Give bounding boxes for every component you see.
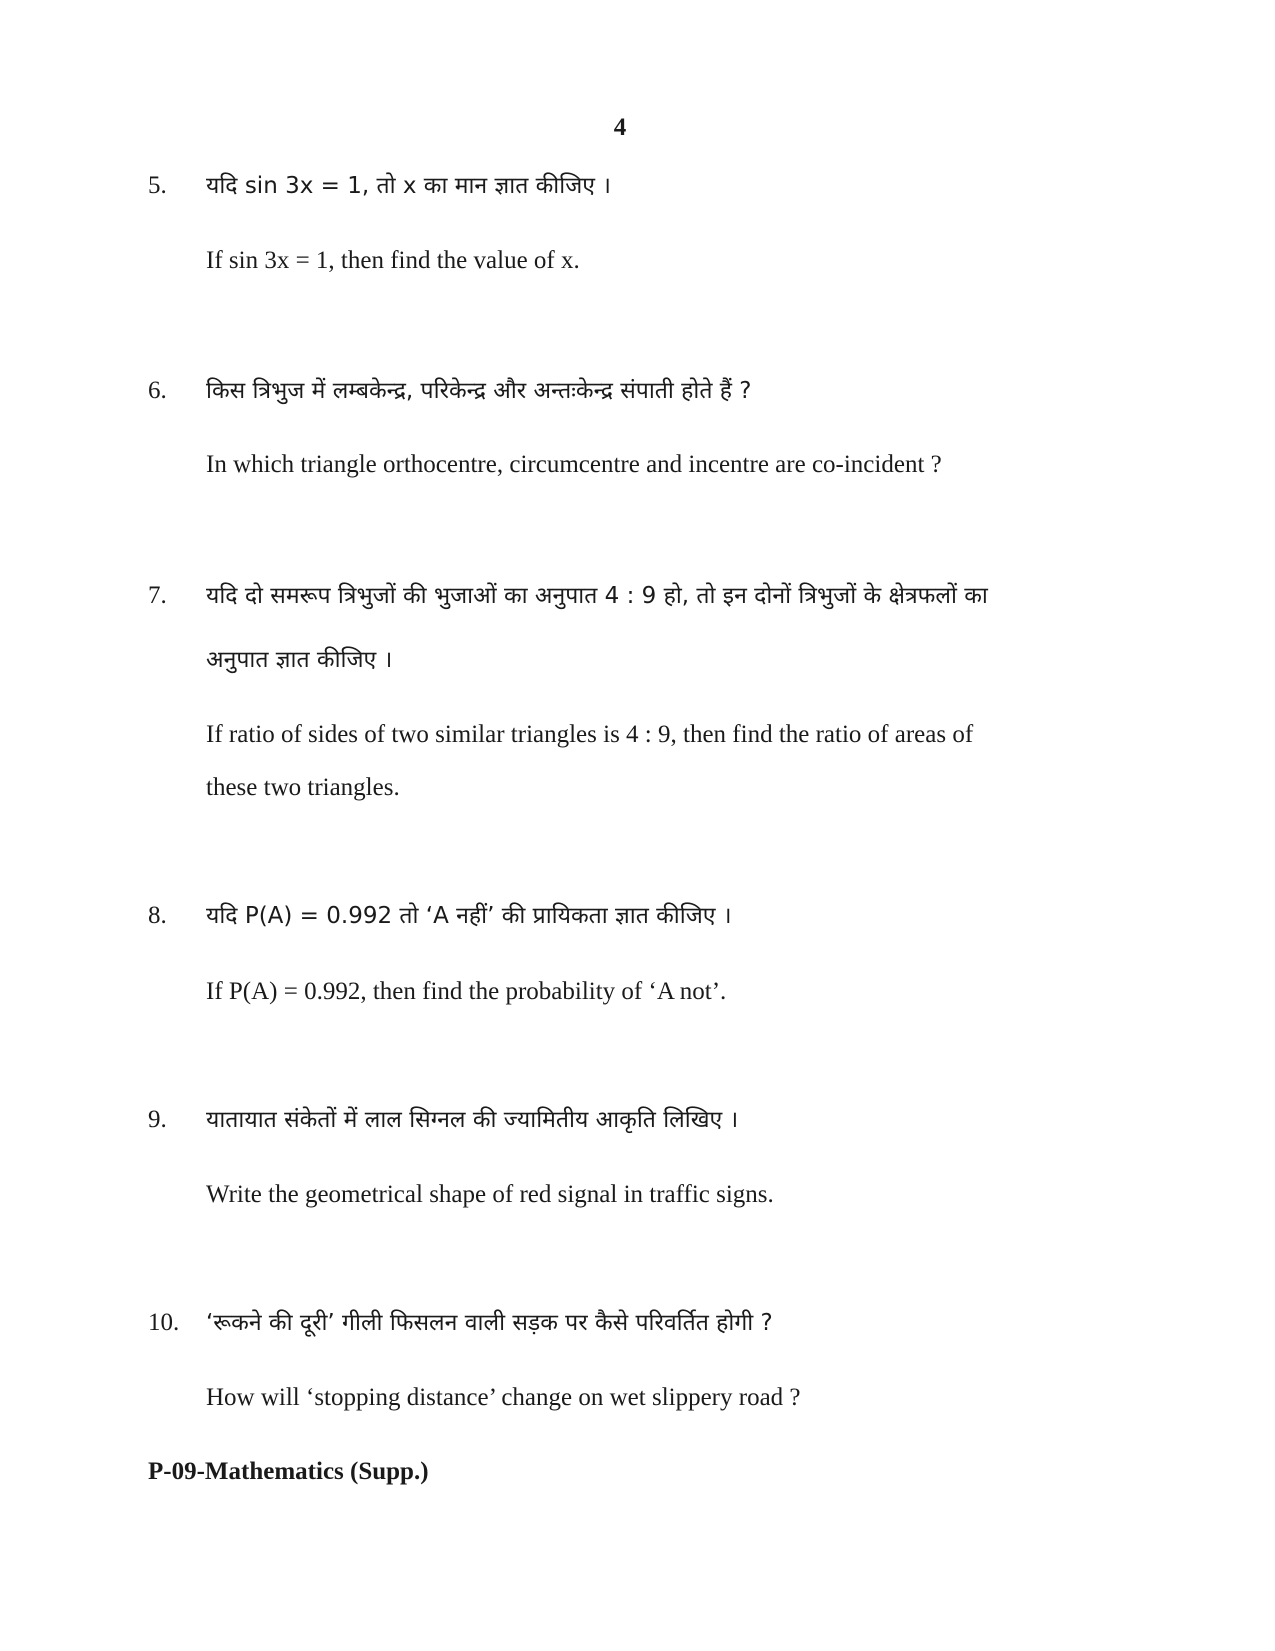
- question-hindi-line: ‘रूकने की दूरी’ गीली फिसलन वाली सड़क पर कैसे परिवर्तित होगी ?: [206, 1310, 773, 1336]
- question-english-line: Write the geometrical shape of red signal in traffic signs.: [206, 1181, 774, 1208]
- question-hindi-line: यातायात संकेतों में लाल सिग्नल की ज्यामितीय आकृति लिखिए ।: [206, 1107, 739, 1133]
- question-english-line: How will ‘stopping distance’ change on wet slippery road ?: [206, 1384, 801, 1411]
- page-number: 4: [613, 114, 627, 141]
- question-hindi-line: यदि sin 3x = 1, तो x का मान ज्ञात कीजिए ।: [206, 173, 612, 199]
- question-number: 7.: [148, 582, 167, 609]
- question-number: 10.: [148, 1309, 180, 1336]
- question-number: 8.: [148, 902, 167, 929]
- question-hindi-line: यदि P(A) = 0.992 तो ‘A नहीं’ की प्रायिकता ज्ञात कीजिए ।: [206, 903, 732, 929]
- footer-subject-code: P-09-Mathematics (Supp.): [148, 1458, 429, 1485]
- question-english-line: If P(A) = 0.992, then find the probability of ‘A not’.: [206, 978, 727, 1005]
- question-hindi-line: यदि दो समरूप त्रिभुजों की भुजाओं का अनुपात 4 : 9 हो, तो इन दोनों त्रिभुजों के क्षेत्रफलों का: [206, 583, 988, 609]
- question-english-line: In which triangle orthocentre, circumcentre and incentre are co-incident ?: [206, 451, 942, 478]
- question-number: 6.: [148, 377, 167, 404]
- question-english-line: these two triangles.: [206, 774, 400, 801]
- question-english-line: If ratio of sides of two similar triangles is 4 : 9, then find the ratio of areas of: [206, 721, 974, 748]
- question-hindi-line: किस त्रिभुज में लम्बकेन्द्र, परिकेन्द्र और अन्तःकेन्द्र संपाती होते हैं ?: [206, 378, 752, 404]
- question-english-line: If sin 3x = 1, then find the value of x.: [206, 247, 580, 274]
- question-number: 9.: [148, 1106, 167, 1133]
- question-hindi-line: अनुपात ज्ञात कीजिए ।: [206, 647, 393, 673]
- question-number: 5.: [148, 172, 167, 199]
